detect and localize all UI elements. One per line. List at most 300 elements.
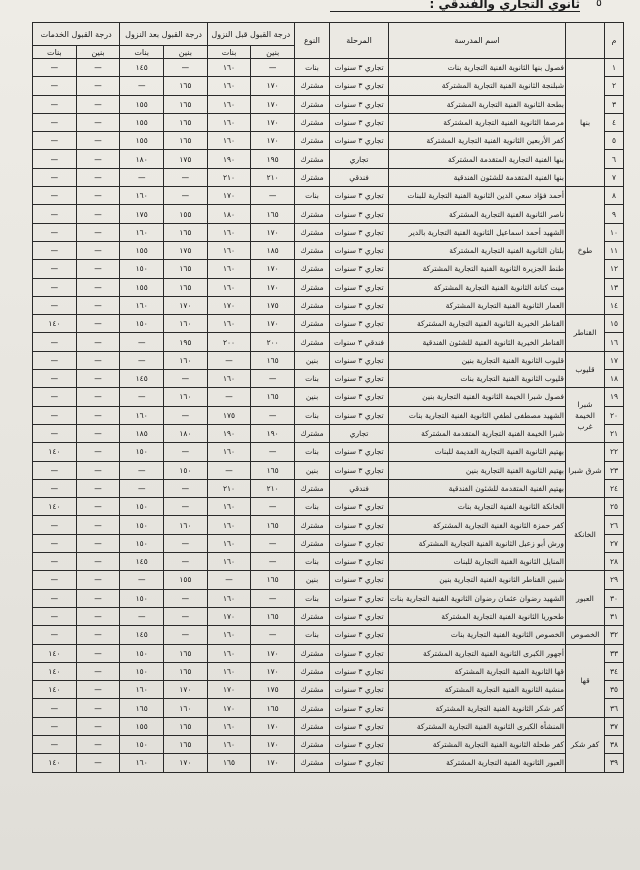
- school-name-cell: كفر طحلة الثانوية الفنية التجارية المشتركة: [389, 735, 566, 753]
- score-cell: ١٧٠: [251, 132, 295, 150]
- school-name-cell: أجهور الكبرى الثانوية الفنية التجارية المشتركة: [389, 644, 566, 662]
- score-cell: ١٦٥: [164, 644, 208, 662]
- administration-cell: [566, 315, 605, 352]
- score-cell: ١٦٠: [207, 717, 251, 735]
- administration-label: قها: [580, 676, 590, 686]
- school-name-cell: فصول شبرا الخيمة الثانوية الفنية التجارية بنين: [389, 388, 566, 406]
- score-cell: ١٦٠: [207, 498, 251, 516]
- score-cell: —: [76, 681, 120, 699]
- score-cell: —: [76, 607, 120, 625]
- score-cell: ١٥٠: [120, 662, 164, 680]
- table-row: [33, 333, 624, 351]
- type-cell: مشترك: [295, 315, 330, 333]
- score-cell: —: [33, 95, 77, 113]
- score-cell: —: [33, 370, 77, 388]
- score-cell: —: [251, 59, 295, 77]
- score-cell: ١٦٠: [207, 644, 251, 662]
- score-cell: —: [76, 77, 120, 95]
- row-number: ٣٩: [605, 754, 624, 772]
- administration-cell: [566, 498, 605, 571]
- table-row: [33, 260, 624, 278]
- score-cell: —: [33, 333, 77, 351]
- type-cell: مشترك: [295, 95, 330, 113]
- score-cell: ١٥٠: [120, 260, 164, 278]
- row-number: ٢٧: [605, 534, 624, 552]
- type-cell: بنات: [295, 370, 330, 388]
- row-number: ١٩: [605, 388, 624, 406]
- score-cell: ١٦٠: [207, 516, 251, 534]
- score-cell: ١٥٠: [120, 498, 164, 516]
- score-cell: —: [76, 168, 120, 186]
- row-number: ١: [605, 59, 624, 77]
- table-row: [33, 370, 624, 388]
- score-cell: —: [76, 187, 120, 205]
- score-cell: ١٥٠: [120, 516, 164, 534]
- score-cell: ١٧٠: [207, 681, 251, 699]
- score-cell: —: [164, 443, 208, 461]
- score-cell: ١٥٥: [120, 95, 164, 113]
- stage-cell: تجاري ٣ سنوات: [330, 644, 389, 662]
- score-cell: ١٩٥: [164, 333, 208, 351]
- score-cell: ١٧٠: [251, 315, 295, 333]
- table-row: [33, 589, 624, 607]
- row-number: ٢٩: [605, 571, 624, 589]
- row-number: ٤: [605, 113, 624, 131]
- school-name-cell: العبور الثانوية الفنية التجارية المشتركة: [389, 754, 566, 772]
- score-cell: ١٥٥: [120, 113, 164, 131]
- type-cell: مشترك: [295, 717, 330, 735]
- score-cell: ١٦٠: [120, 187, 164, 205]
- row-number: ٧: [605, 168, 624, 186]
- score-cell: ١٦٥: [164, 113, 208, 131]
- score-cell: ١٦٠: [207, 589, 251, 607]
- table-row: [33, 205, 624, 223]
- school-name-cell: كفر شكر الثانوية الفنية التجارية المشتركة: [389, 699, 566, 717]
- score-cell: —: [76, 315, 120, 333]
- score-cell: —: [76, 95, 120, 113]
- type-cell: بنين: [295, 388, 330, 406]
- table-row: [33, 735, 624, 753]
- score-cell: ١٥٠: [120, 315, 164, 333]
- score-cell: ١٧٥: [120, 205, 164, 223]
- stage-cell: تجاري ٣ سنوات: [330, 223, 389, 241]
- school-name-cell: ورش أبو زعبل الثانوية الفنية التجارية المشتركة: [389, 534, 566, 552]
- school-name-cell: الخصوص الثانوية الفنية التجارية بنات: [389, 626, 566, 644]
- school-name-cell: ميت كنانة الثانوية الفنية التجارية المشتركة: [389, 278, 566, 296]
- score-cell: —: [33, 388, 77, 406]
- table-row: [33, 296, 624, 314]
- score-cell: ١٧٠: [251, 662, 295, 680]
- type-cell: بنات: [295, 553, 330, 571]
- page-number-fragment: ٥: [596, 0, 602, 9]
- score-cell: ١٧٠: [207, 607, 251, 625]
- header-school-name: اسم المدرسة: [389, 23, 566, 59]
- score-cell: ١٦٥: [251, 607, 295, 625]
- score-cell: —: [120, 168, 164, 186]
- stage-cell: تجاري ٣ سنوات: [330, 443, 389, 461]
- type-cell: مشترك: [295, 241, 330, 259]
- type-cell: مشترك: [295, 662, 330, 680]
- score-cell: —: [164, 626, 208, 644]
- score-cell: ١٦٥: [251, 461, 295, 479]
- school-name-cell: كفر حمزة الثانوية الفنية التجارية المشتركة: [389, 516, 566, 534]
- school-name-cell: بهتيم الفنية المتقدمة للشئون الفندقية: [389, 479, 566, 497]
- row-number: ١٠: [605, 223, 624, 241]
- score-cell: ١٧٠: [251, 260, 295, 278]
- score-cell: —: [33, 607, 77, 625]
- table-row: [33, 241, 624, 259]
- table-row: [33, 351, 624, 369]
- subheader-boys: بنين: [251, 46, 295, 59]
- score-cell: ١٦٠: [120, 406, 164, 424]
- score-cell: ١٥٥: [164, 571, 208, 589]
- row-number: ٦: [605, 150, 624, 168]
- score-cell: ١٧٠: [207, 699, 251, 717]
- score-cell: ٢٠٠: [251, 333, 295, 351]
- score-cell: —: [164, 534, 208, 552]
- school-name-cell: منشية الثانوية الفنية التجارية المشتركة: [389, 681, 566, 699]
- stage-cell: تجاري ٣ سنوات: [330, 717, 389, 735]
- score-cell: ١٦٥: [164, 260, 208, 278]
- score-cell: ١٦٥: [251, 351, 295, 369]
- score-cell: —: [251, 498, 295, 516]
- score-cell: —: [33, 699, 77, 717]
- type-cell: مشترك: [295, 77, 330, 95]
- table-row: [33, 644, 624, 662]
- score-cell: ١٤٥: [120, 553, 164, 571]
- administration-cell: [566, 351, 605, 388]
- administration-label: الخصوص: [570, 630, 600, 640]
- type-cell: بنين: [295, 351, 330, 369]
- score-cell: —: [76, 150, 120, 168]
- score-cell: ١٦٥: [164, 735, 208, 753]
- score-cell: —: [251, 589, 295, 607]
- administration-cell: [566, 571, 605, 626]
- score-cell: —: [207, 571, 251, 589]
- table-row: [33, 498, 624, 516]
- type-cell: مشترك: [295, 333, 330, 351]
- school-name-cell: بلتان الثانوية الفنية التجارية المشتركة: [389, 241, 566, 259]
- school-name-cell: بنها الفنية المتقدمة للشئون الفندقية: [389, 168, 566, 186]
- row-number: ٢٠: [605, 406, 624, 424]
- score-cell: ١٦٠: [207, 534, 251, 552]
- score-cell: ١٤٥: [120, 370, 164, 388]
- table-row: [33, 461, 624, 479]
- administration-cell: [566, 187, 605, 315]
- row-number: ٢٢: [605, 443, 624, 461]
- stage-cell: تجاري: [330, 150, 389, 168]
- row-number: ٢٦: [605, 516, 624, 534]
- score-cell: ٢٠٠: [207, 333, 251, 351]
- score-cell: ١٧٠: [164, 754, 208, 772]
- score-cell: ١٦٠: [164, 388, 208, 406]
- score-cell: —: [76, 479, 120, 497]
- score-cell: ١٦٠: [207, 113, 251, 131]
- row-number: ٩: [605, 205, 624, 223]
- subheader-girls: بنات: [207, 46, 251, 59]
- header-number: م: [605, 23, 624, 59]
- table-row: [33, 150, 624, 168]
- stage-cell: تجاري ٣ سنوات: [330, 315, 389, 333]
- score-cell: ٢١٠: [207, 168, 251, 186]
- stage-cell: تجاري ٣ سنوات: [330, 589, 389, 607]
- type-cell: مشترك: [295, 424, 330, 442]
- score-cell: ١٤٠: [33, 644, 77, 662]
- school-name-cell: كفر الأربعين الثانوية الفنية التجارية المشتركة: [389, 132, 566, 150]
- stage-cell: تجاري ٣ سنوات: [330, 187, 389, 205]
- score-cell: —: [33, 571, 77, 589]
- score-cell: —: [120, 351, 164, 369]
- score-cell: ١٨٠: [207, 205, 251, 223]
- row-number: ٣٣: [605, 644, 624, 662]
- score-cell: ١٦٠: [164, 351, 208, 369]
- school-name-cell: القناطر الخيرية الثانوية الفنية التجارية المشتركة: [389, 315, 566, 333]
- header-services: درجة القبول الخدمات: [33, 23, 120, 46]
- stage-cell: تجاري ٣ سنوات: [330, 59, 389, 77]
- table-row: [33, 59, 624, 77]
- type-cell: مشترك: [295, 223, 330, 241]
- school-name-cell: طنط الجزيرة الثانوية الفنية التجارية المشتركة: [389, 260, 566, 278]
- score-cell: —: [33, 553, 77, 571]
- score-cell: ٢١٠: [251, 479, 295, 497]
- score-cell: —: [33, 241, 77, 259]
- score-cell: —: [76, 113, 120, 131]
- score-cell: —: [76, 406, 120, 424]
- score-cell: —: [120, 461, 164, 479]
- score-cell: —: [76, 296, 120, 314]
- score-cell: —: [76, 424, 120, 442]
- score-cell: ١٦٠: [207, 77, 251, 95]
- school-name-cell: الشهيد أحمد اسماعيل الثانوية الفنية التجارية بالدير: [389, 223, 566, 241]
- school-name-cell: الشهيد رضوان عثمان رضوان الثانوية الفنية التجارية بنات: [389, 589, 566, 607]
- score-cell: ١٦٠: [207, 132, 251, 150]
- administration-label: شرق شبرا: [568, 465, 602, 475]
- page-heading: ثانوي التجاري والفندقي :: [330, 0, 580, 12]
- score-cell: ١٥٥: [164, 205, 208, 223]
- school-name-cell: قها الثانوية الفنية التجارية المشتركة: [389, 662, 566, 680]
- school-name-cell: بنها الفنية التجارية المتقدمة المشتركة: [389, 150, 566, 168]
- score-cell: ١٦٥: [164, 717, 208, 735]
- score-cell: ١٥٠: [164, 461, 208, 479]
- administration-label: طوخ: [577, 246, 593, 256]
- score-cell: ١٦٠: [164, 315, 208, 333]
- score-cell: ١٦٥: [164, 77, 208, 95]
- header-type: النوع: [295, 23, 330, 59]
- type-cell: مشترك: [295, 699, 330, 717]
- score-cell: ١٦٠: [207, 95, 251, 113]
- score-cell: ١٦٠: [164, 699, 208, 717]
- row-number: ٣١: [605, 607, 624, 625]
- score-cell: —: [33, 205, 77, 223]
- score-cell: ١٩٠: [207, 150, 251, 168]
- table-row: [33, 571, 624, 589]
- table-row: [33, 443, 624, 461]
- table-row: [33, 388, 624, 406]
- score-cell: —: [33, 424, 77, 442]
- row-number: ١٦: [605, 333, 624, 351]
- score-cell: ١٩٥: [251, 150, 295, 168]
- score-cell: —: [164, 589, 208, 607]
- row-number: ٣٥: [605, 681, 624, 699]
- row-number: ٢١: [605, 424, 624, 442]
- score-cell: —: [76, 260, 120, 278]
- score-cell: —: [76, 388, 120, 406]
- score-cell: ١٧٠: [207, 296, 251, 314]
- score-cell: —: [76, 754, 120, 772]
- table-row: [33, 315, 624, 333]
- score-cell: ١٥٥: [120, 717, 164, 735]
- subheader-girls: بنات: [33, 46, 77, 59]
- score-cell: —: [76, 370, 120, 388]
- score-cell: —: [76, 59, 120, 77]
- stage-cell: تجاري ٣ سنوات: [330, 132, 389, 150]
- score-cell: ١٤٥: [120, 59, 164, 77]
- table-row: [33, 95, 624, 113]
- score-cell: ١٩٠: [251, 424, 295, 442]
- score-cell: ١٦٥: [251, 388, 295, 406]
- score-cell: —: [76, 534, 120, 552]
- stage-cell: تجاري ٣ سنوات: [330, 735, 389, 753]
- stage-cell: تجاري ٣ سنوات: [330, 626, 389, 644]
- table-row: [33, 77, 624, 95]
- row-number: ١٧: [605, 351, 624, 369]
- score-cell: —: [33, 516, 77, 534]
- score-cell: ١٦٠: [207, 662, 251, 680]
- score-cell: ٢١٠: [207, 479, 251, 497]
- type-cell: بنات: [295, 589, 330, 607]
- score-cell: —: [164, 168, 208, 186]
- administration-cell: [566, 443, 605, 498]
- score-cell: —: [33, 735, 77, 753]
- score-cell: —: [33, 534, 77, 552]
- type-cell: مشترك: [295, 205, 330, 223]
- row-number: ١٢: [605, 260, 624, 278]
- score-cell: ١٥٥: [120, 132, 164, 150]
- score-cell: ١٧٠: [164, 681, 208, 699]
- score-cell: —: [76, 516, 120, 534]
- score-cell: —: [33, 278, 77, 296]
- score-cell: ١٦٥: [207, 754, 251, 772]
- stage-cell: تجاري ٣ سنوات: [330, 754, 389, 772]
- score-cell: —: [207, 351, 251, 369]
- score-cell: —: [33, 59, 77, 77]
- score-cell: —: [76, 278, 120, 296]
- score-cell: —: [33, 150, 77, 168]
- score-cell: ١٦٠: [207, 370, 251, 388]
- score-cell: —: [120, 333, 164, 351]
- score-cell: —: [33, 168, 77, 186]
- score-cell: ١٧٠: [251, 77, 295, 95]
- score-cell: —: [33, 223, 77, 241]
- score-cell: ١٦٠: [120, 296, 164, 314]
- score-cell: —: [120, 571, 164, 589]
- administration-label: بنها: [579, 118, 591, 128]
- score-cell: —: [207, 461, 251, 479]
- type-cell: مشترك: [295, 516, 330, 534]
- score-cell: —: [251, 406, 295, 424]
- table-row: [33, 132, 624, 150]
- score-cell: —: [33, 187, 77, 205]
- score-cell: —: [76, 461, 120, 479]
- type-cell: بنين: [295, 461, 330, 479]
- score-cell: ١٤٠: [33, 754, 77, 772]
- stage-cell: تجاري ٣ سنوات: [330, 351, 389, 369]
- score-cell: ١٥٥: [120, 278, 164, 296]
- score-cell: ١٥٠: [120, 443, 164, 461]
- score-cell: —: [120, 388, 164, 406]
- school-name-cell: قليوب الثانوية الفنية التجارية بنات: [389, 370, 566, 388]
- score-cell: ١٧٠: [207, 187, 251, 205]
- administration-cell: [566, 59, 605, 187]
- school-name-cell: شبرا الخيمة الفنية التجارية المتقدمة المشتركة: [389, 424, 566, 442]
- score-cell: ١٤٠: [33, 662, 77, 680]
- score-cell: —: [76, 333, 120, 351]
- score-cell: ١٨٠: [120, 150, 164, 168]
- stage-cell: تجاري ٣ سنوات: [330, 662, 389, 680]
- score-cell: —: [164, 406, 208, 424]
- school-name-cell: بهتيم الثانوية الفنية التجارية بنين: [389, 461, 566, 479]
- score-cell: ١٥٠: [120, 534, 164, 552]
- header-stage: المرحلة: [330, 23, 389, 59]
- score-cell: —: [76, 699, 120, 717]
- type-cell: مشترك: [295, 534, 330, 552]
- score-cell: —: [33, 77, 77, 95]
- score-cell: —: [76, 589, 120, 607]
- stage-cell: تجاري ٣ سنوات: [330, 498, 389, 516]
- administration-cell: [566, 626, 605, 644]
- table-row: [33, 553, 624, 571]
- score-cell: ١٦٠: [207, 260, 251, 278]
- type-cell: بنات: [295, 498, 330, 516]
- score-cell: —: [33, 351, 77, 369]
- score-cell: —: [251, 187, 295, 205]
- administration-label: الخانكة: [574, 529, 596, 539]
- score-cell: ١٤٠: [33, 315, 77, 333]
- table-row: [33, 534, 624, 552]
- table-row: [33, 754, 624, 772]
- school-name-cell: القناطر الخيرية الثانوية الفنية للشئون الفندقية: [389, 333, 566, 351]
- score-cell: —: [33, 406, 77, 424]
- score-cell: —: [164, 553, 208, 571]
- administration-cell: [566, 717, 605, 772]
- type-cell: مشترك: [295, 132, 330, 150]
- table-row: [33, 278, 624, 296]
- score-cell: —: [76, 443, 120, 461]
- score-cell: ١٧٥: [164, 241, 208, 259]
- row-number: ٢٨: [605, 553, 624, 571]
- row-number: ٢٥: [605, 498, 624, 516]
- type-cell: مشترك: [295, 479, 330, 497]
- score-cell: —: [76, 205, 120, 223]
- score-cell: ١٦٥: [251, 516, 295, 534]
- score-cell: —: [164, 187, 208, 205]
- table-row: [33, 699, 624, 717]
- score-cell: ١٦٥: [251, 699, 295, 717]
- type-cell: مشترك: [295, 278, 330, 296]
- table-row: [33, 681, 624, 699]
- stage-cell: تجاري ٣ سنوات: [330, 260, 389, 278]
- row-number: ٢٤: [605, 479, 624, 497]
- score-cell: —: [251, 443, 295, 461]
- type-cell: بنات: [295, 187, 330, 205]
- score-cell: ١٧٠: [251, 95, 295, 113]
- stage-cell: فندقي: [330, 479, 389, 497]
- score-cell: ١٦٥: [251, 571, 295, 589]
- score-cell: ١٦٠: [120, 754, 164, 772]
- score-cell: ١٧٥: [251, 681, 295, 699]
- score-cell: ١٧٠: [164, 296, 208, 314]
- stage-cell: تجاري ٣ سنوات: [330, 516, 389, 534]
